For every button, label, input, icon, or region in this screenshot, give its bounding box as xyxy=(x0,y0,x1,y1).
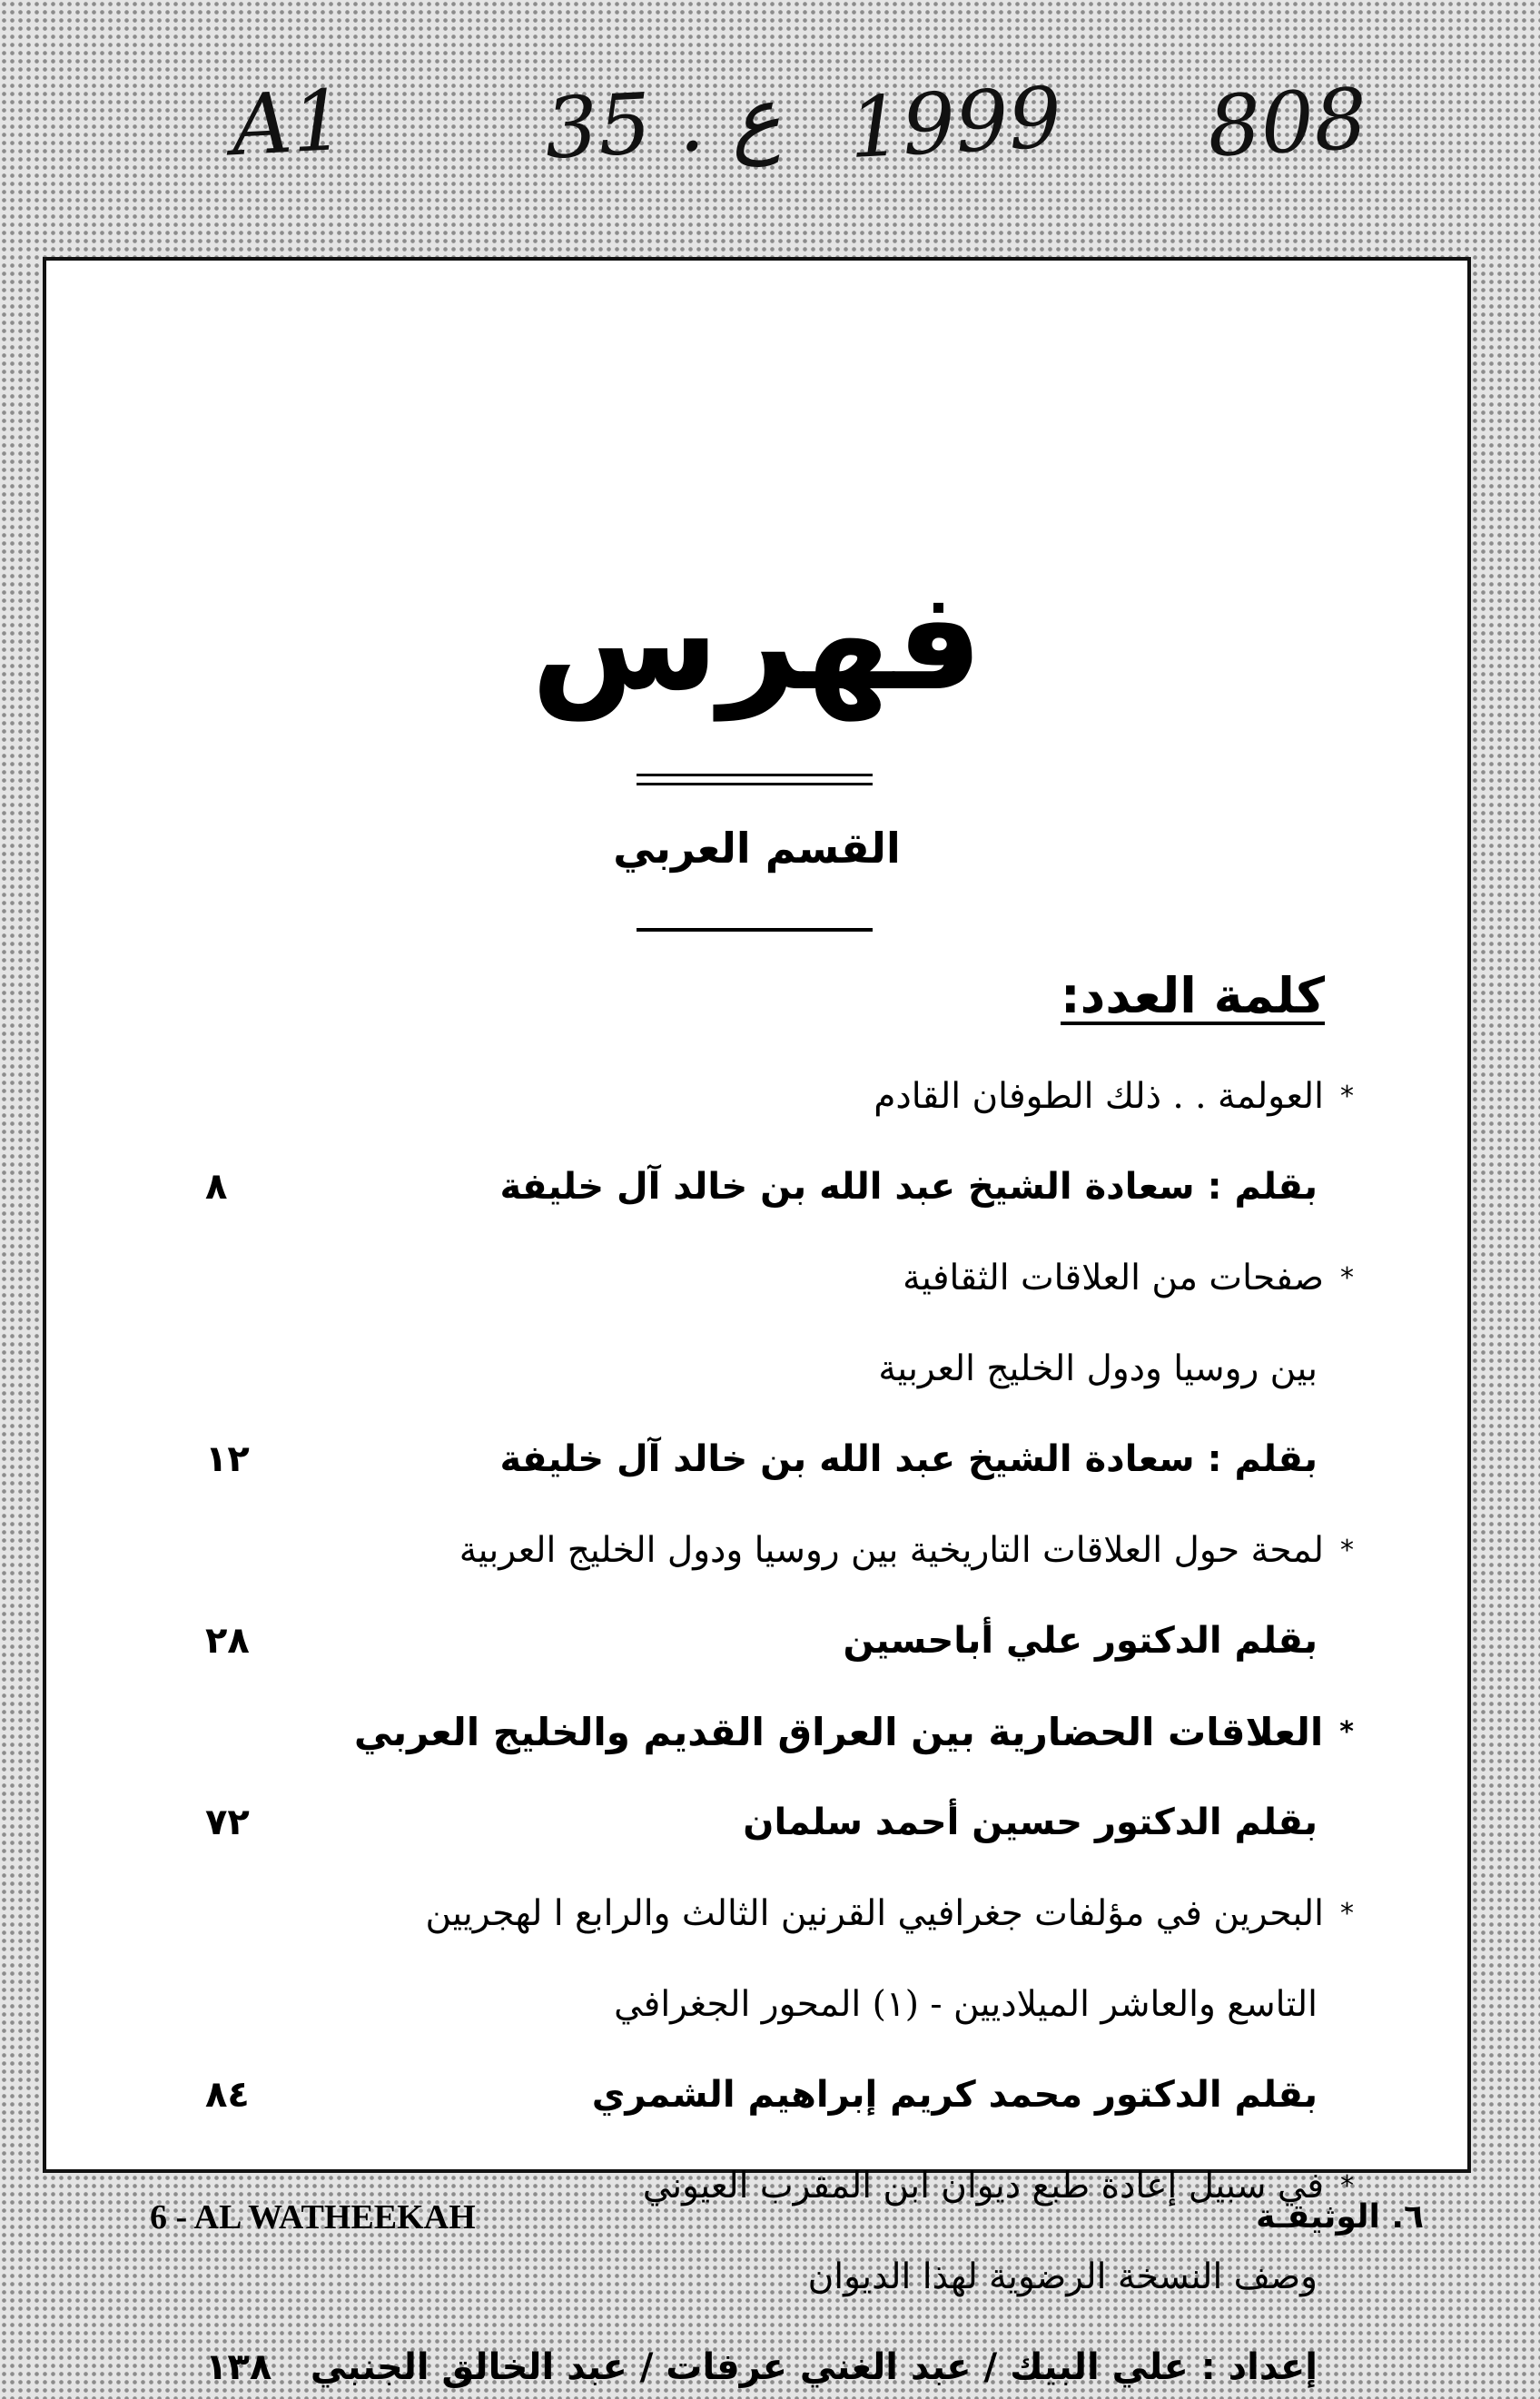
toc-entry-title-text: صفحات من العلاقات الثقافية xyxy=(903,1257,1324,1298)
footer-journal-name-arabic: ٦. الوثيقـة xyxy=(1256,2198,1424,2236)
toc-entry-author: بقلم الدكتور محمد كريم إبراهيم الشمري xyxy=(591,2074,1318,2116)
toc-entry-title-text: لمحة حول العلاقات التاريخية بين روسيا ودول الخليج العربية xyxy=(459,1529,1324,1571)
toc-entry-title-text: البحرين في مؤلفات جغرافيي القرنين الثالث والرابع ا لهجريين xyxy=(425,1892,1324,1934)
bullet-icon: * xyxy=(1339,1715,1354,1748)
title-divider-bottom xyxy=(637,783,873,785)
toc-entry-title xyxy=(874,1064,1354,1128)
section-title: القسم العربي xyxy=(613,824,901,873)
toc-entry-title xyxy=(425,1881,1354,1945)
section-underline xyxy=(637,928,873,932)
toc-entry-page: ٨ xyxy=(205,1166,228,1208)
toc-entry-title xyxy=(643,2154,1354,2217)
bullet-icon: * xyxy=(1340,1897,1354,1930)
bullet-icon: * xyxy=(1340,1080,1354,1112)
toc-entry-author: بقلم : سعادة الشيخ عبد الله بن خالد آل خليفة xyxy=(499,1438,1318,1480)
bullet-icon: * xyxy=(1340,1261,1354,1294)
bullet-icon: * xyxy=(1340,2169,1354,2202)
toc-entry-title-text: العلاقات الحضارية بين العراق القديم والخليج العربي xyxy=(353,1709,1324,1754)
toc-entry-title-continued: بين روسيا ودول الخليج العربية xyxy=(878,1348,1318,1389)
toc-entry-title xyxy=(459,1518,1354,1582)
toc-entry-title-continued: وصف النسخة الرضوية لهذا الديوان xyxy=(807,2256,1318,2297)
handwritten-note-code: A1 xyxy=(229,71,348,175)
handwritten-note-year: 1999 xyxy=(846,68,1064,178)
toc-entry-title-continued: التاسع والعاشر الميلاديين - (١) المحور الجغرافي xyxy=(614,1983,1318,2025)
toc-entry-page: ٧٢ xyxy=(205,1802,250,1843)
handwritten-note-volume: 35 . ع xyxy=(542,68,784,178)
handwritten-note-number: 808 xyxy=(1205,70,1370,176)
toc-entry-author: بقلم : سعادة الشيخ عبد الله بن خالد آل خليفة xyxy=(499,1166,1318,1208)
title-divider-top xyxy=(637,774,873,776)
page-title: فهرس xyxy=(530,563,983,721)
toc-entry-title-text: العولمة . . ذلك الطوفان القادم xyxy=(874,1075,1324,1117)
toc-entry-author: بقلم الدكتور حسين أحمد سلمان xyxy=(743,1802,1318,1843)
toc-entry-author: بقلم الدكتور علي أباحسين xyxy=(843,1620,1318,1662)
bullet-icon: * xyxy=(1340,1534,1354,1566)
issue-word-heading: كلمة العدد: xyxy=(1061,967,1325,1024)
toc-entry-title xyxy=(903,1246,1354,1309)
footer-journal-name-latin: 6 - AL WATHEEKAH xyxy=(150,2198,476,2236)
toc-entry-page: ٢٨ xyxy=(205,1620,250,1662)
toc-entry-page: ٨٤ xyxy=(205,2074,250,2116)
toc-entry-page: ١٣٨ xyxy=(205,2346,272,2388)
toc-entry-title-text: في سبيل إعادة طبع ديوان ابن المقرب العيوني xyxy=(642,2165,1324,2206)
toc-entry-page: ١٢ xyxy=(205,1438,250,1480)
toc-entry-author: إعداد : علي البيك / عبد الغني عرفات / عبد الخالق الجنبي xyxy=(310,2346,1318,2388)
toc-entry-title xyxy=(354,1700,1354,1763)
